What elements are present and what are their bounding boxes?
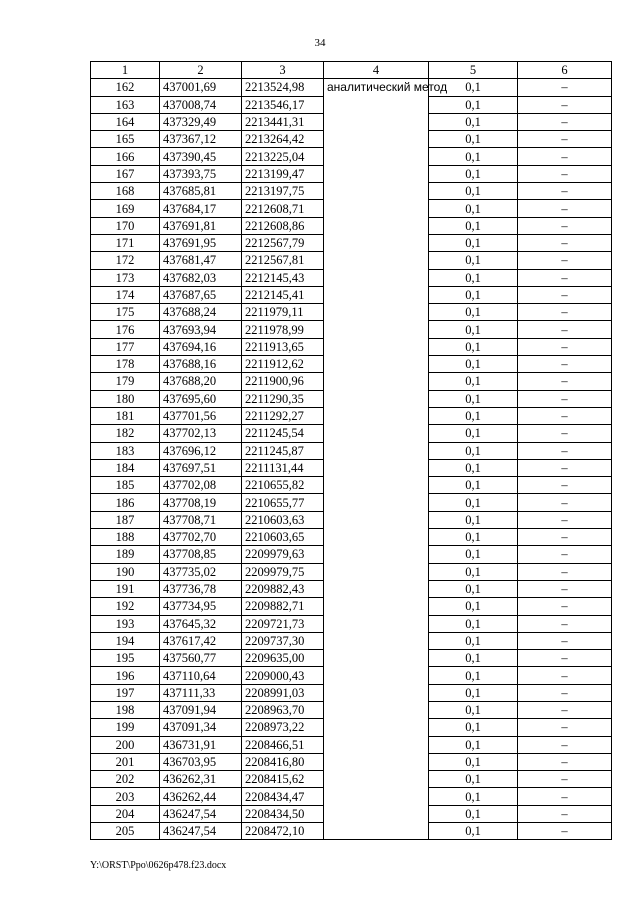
point-number-cell: 170 [91,217,160,234]
y-coordinate-cell: 2209979,75 [242,563,324,580]
y-coordinate-cell: 2208434,47 [242,788,324,805]
x-coordinate-cell: 437734,95 [160,598,242,615]
note-cell: – [518,200,612,217]
y-coordinate-cell: 2213524,98 [242,79,324,96]
accuracy-cell: 0,1 [429,667,518,684]
note-cell: – [518,148,612,165]
y-coordinate-cell: 2213199,47 [242,165,324,182]
accuracy-cell: 0,1 [429,425,518,442]
point-number-cell: 205 [91,823,160,840]
accuracy-cell: 0,1 [429,286,518,303]
note-cell: – [518,667,612,684]
point-number-cell: 191 [91,580,160,597]
note-cell: – [518,823,612,840]
note-cell: – [518,650,612,667]
x-coordinate-cell: 437702,13 [160,425,242,442]
accuracy-cell: 0,1 [429,580,518,597]
note-cell: – [518,459,612,476]
y-coordinate-cell: 2210655,82 [242,477,324,494]
point-number-cell: 195 [91,650,160,667]
point-number-cell: 175 [91,304,160,321]
point-number-cell: 180 [91,390,160,407]
point-number-cell: 168 [91,183,160,200]
accuracy-cell: 0,1 [429,79,518,96]
x-coordinate-cell: 436247,54 [160,823,242,840]
column-header: 2 [160,62,242,79]
accuracy-cell: 0,1 [429,719,518,736]
y-coordinate-cell: 2212145,41 [242,286,324,303]
point-number-cell: 178 [91,356,160,373]
y-coordinate-cell: 2212608,86 [242,217,324,234]
coordinates-table [90,61,612,840]
accuracy-cell: 0,1 [429,407,518,424]
x-coordinate-cell: 437695,60 [160,390,242,407]
point-number-cell: 167 [91,165,160,182]
y-coordinate-cell: 2211290,35 [242,390,324,407]
point-number-cell: 185 [91,477,160,494]
y-coordinate-cell: 2212608,71 [242,200,324,217]
x-coordinate-cell: 437684,17 [160,200,242,217]
accuracy-cell: 0,1 [429,459,518,476]
y-coordinate-cell: 2211978,99 [242,321,324,338]
note-cell: – [518,79,612,96]
accuracy-cell: 0,1 [429,234,518,251]
column-header: 4 [324,62,429,79]
y-coordinate-cell: 2208466,51 [242,736,324,753]
point-number-cell: 176 [91,321,160,338]
x-coordinate-cell: 437702,08 [160,477,242,494]
point-number-cell: 172 [91,252,160,269]
accuracy-cell: 0,1 [429,736,518,753]
x-coordinate-cell: 437681,47 [160,252,242,269]
accuracy-cell: 0,1 [429,823,518,840]
point-number-cell: 171 [91,234,160,251]
accuracy-cell: 0,1 [429,684,518,701]
point-number-cell: 179 [91,373,160,390]
note-cell: – [518,701,612,718]
x-coordinate-cell: 436703,95 [160,753,242,770]
note-cell: – [518,771,612,788]
note-cell: – [518,736,612,753]
column-header: 5 [429,62,518,79]
y-coordinate-cell: 2209979,63 [242,546,324,563]
y-coordinate-cell: 2211912,62 [242,356,324,373]
note-cell: – [518,338,612,355]
table-header-row [91,62,612,79]
note-cell: – [518,217,612,234]
note-cell: – [518,546,612,563]
accuracy-cell: 0,1 [429,252,518,269]
x-coordinate-cell: 436731,91 [160,736,242,753]
x-coordinate-cell: 437688,20 [160,373,242,390]
column-header: 6 [518,62,612,79]
table-row [91,79,612,96]
y-coordinate-cell: 2211979,11 [242,304,324,321]
note-cell: – [518,425,612,442]
accuracy-cell: 0,1 [429,753,518,770]
point-number-cell: 202 [91,771,160,788]
y-coordinate-cell: 2208963,70 [242,701,324,718]
accuracy-cell: 0,1 [429,269,518,286]
point-number-cell: 188 [91,529,160,546]
x-coordinate-cell: 437393,75 [160,165,242,182]
x-coordinate-cell: 437697,51 [160,459,242,476]
note-cell: – [518,321,612,338]
y-coordinate-cell: 2209882,71 [242,598,324,615]
accuracy-cell: 0,1 [429,598,518,615]
x-coordinate-cell: 437390,45 [160,148,242,165]
x-coordinate-cell: 437688,16 [160,356,242,373]
note-cell: – [518,165,612,182]
point-number-cell: 186 [91,494,160,511]
point-number-cell: 201 [91,753,160,770]
point-number-cell: 199 [91,719,160,736]
point-number-cell: 197 [91,684,160,701]
note-cell: – [518,805,612,822]
x-coordinate-cell: 436262,31 [160,771,242,788]
table-body [91,79,612,840]
point-number-cell: 166 [91,148,160,165]
x-coordinate-cell: 437001,69 [160,79,242,96]
column-header: 3 [242,62,324,79]
accuracy-cell: 0,1 [429,148,518,165]
point-number-cell: 163 [91,96,160,113]
x-coordinate-cell: 436247,54 [160,805,242,822]
y-coordinate-cell: 2211292,27 [242,407,324,424]
accuracy-cell: 0,1 [429,632,518,649]
x-coordinate-cell: 437685,81 [160,183,242,200]
accuracy-cell: 0,1 [429,165,518,182]
note-cell: – [518,598,612,615]
point-number-cell: 189 [91,546,160,563]
y-coordinate-cell: 2212567,81 [242,252,324,269]
accuracy-cell: 0,1 [429,494,518,511]
point-number-cell: 196 [91,667,160,684]
accuracy-cell: 0,1 [429,442,518,459]
point-number-cell: 174 [91,286,160,303]
x-coordinate-cell: 437617,42 [160,632,242,649]
point-number-cell: 177 [91,338,160,355]
point-number-cell: 193 [91,615,160,632]
x-coordinate-cell: 437008,74 [160,96,242,113]
y-coordinate-cell: 2213197,75 [242,183,324,200]
point-number-cell: 203 [91,788,160,805]
point-number-cell: 183 [91,442,160,459]
point-number-cell: 190 [91,563,160,580]
accuracy-cell: 0,1 [429,96,518,113]
note-cell: – [518,113,612,130]
x-coordinate-cell: 437367,12 [160,131,242,148]
x-coordinate-cell: 437693,94 [160,321,242,338]
note-cell: – [518,356,612,373]
accuracy-cell: 0,1 [429,217,518,234]
note-cell: – [518,494,612,511]
point-number-cell: 187 [91,511,160,528]
x-coordinate-cell: 437701,56 [160,407,242,424]
note-cell: – [518,753,612,770]
accuracy-cell: 0,1 [429,546,518,563]
accuracy-cell: 0,1 [429,356,518,373]
point-number-cell: 165 [91,131,160,148]
column-header: 1 [91,62,160,79]
accuracy-cell: 0,1 [429,200,518,217]
y-coordinate-cell: 2208472,10 [242,823,324,840]
accuracy-cell: 0,1 [429,373,518,390]
y-coordinate-cell: 2213264,42 [242,131,324,148]
point-number-cell: 173 [91,269,160,286]
note-cell: – [518,788,612,805]
accuracy-cell: 0,1 [429,615,518,632]
x-coordinate-cell: 437110,64 [160,667,242,684]
y-coordinate-cell: 2213225,04 [242,148,324,165]
note-cell: – [518,269,612,286]
note-cell: – [518,304,612,321]
y-coordinate-cell: 2213546,17 [242,96,324,113]
accuracy-cell: 0,1 [429,113,518,130]
y-coordinate-cell: 2210655,77 [242,494,324,511]
point-number-cell: 184 [91,459,160,476]
point-number-cell: 164 [91,113,160,130]
x-coordinate-cell: 437702,70 [160,529,242,546]
note-cell: – [518,563,612,580]
y-coordinate-cell: 2211245,87 [242,442,324,459]
x-coordinate-cell: 437091,34 [160,719,242,736]
note-cell: – [518,131,612,148]
note-cell: – [518,373,612,390]
x-coordinate-cell: 437691,81 [160,217,242,234]
note-cell: – [518,96,612,113]
note-cell: – [518,684,612,701]
accuracy-cell: 0,1 [429,131,518,148]
accuracy-cell: 0,1 [429,805,518,822]
y-coordinate-cell: 2208991,03 [242,684,324,701]
point-number-cell: 182 [91,425,160,442]
point-number-cell: 162 [91,79,160,96]
point-number-cell: 200 [91,736,160,753]
accuracy-cell: 0,1 [429,304,518,321]
accuracy-cell: 0,1 [429,788,518,805]
y-coordinate-cell: 2210603,63 [242,511,324,528]
point-number-cell: 194 [91,632,160,649]
accuracy-cell: 0,1 [429,477,518,494]
note-cell: – [518,719,612,736]
x-coordinate-cell: 436262,44 [160,788,242,805]
accuracy-cell: 0,1 [429,511,518,528]
y-coordinate-cell: 2212145,43 [242,269,324,286]
accuracy-cell: 0,1 [429,771,518,788]
y-coordinate-cell: 2211900,96 [242,373,324,390]
point-number-cell: 198 [91,701,160,718]
y-coordinate-cell: 2209635,00 [242,650,324,667]
y-coordinate-cell: 2210603,65 [242,529,324,546]
note-cell: – [518,183,612,200]
note-cell: – [518,632,612,649]
x-coordinate-cell: 437645,32 [160,615,242,632]
x-coordinate-cell: 437708,85 [160,546,242,563]
x-coordinate-cell: 437694,16 [160,338,242,355]
file-path-footer: Y:\ORST\Ppo\0626p478.f23.docx [90,860,227,871]
y-coordinate-cell: 2211245,54 [242,425,324,442]
point-number-cell: 204 [91,805,160,822]
x-coordinate-cell: 437708,19 [160,494,242,511]
point-number-cell: 181 [91,407,160,424]
accuracy-cell: 0,1 [429,650,518,667]
accuracy-cell: 0,1 [429,563,518,580]
x-coordinate-cell: 437560,77 [160,650,242,667]
accuracy-cell: 0,1 [429,321,518,338]
note-cell: – [518,286,612,303]
page-number: 34 [314,37,326,49]
x-coordinate-cell: 437091,94 [160,701,242,718]
y-coordinate-cell: 2208416,80 [242,753,324,770]
note-cell: – [518,529,612,546]
accuracy-cell: 0,1 [429,390,518,407]
note-cell: – [518,252,612,269]
point-number-cell: 169 [91,200,160,217]
note-cell: – [518,390,612,407]
accuracy-cell: 0,1 [429,183,518,200]
accuracy-cell: 0,1 [429,338,518,355]
accuracy-cell: 0,1 [429,529,518,546]
point-number-cell: 192 [91,598,160,615]
method-cell: аналитический метод [324,79,429,840]
note-cell: – [518,234,612,251]
y-coordinate-cell: 2211913,65 [242,338,324,355]
note-cell: – [518,511,612,528]
x-coordinate-cell: 437691,95 [160,234,242,251]
y-coordinate-cell: 2212567,79 [242,234,324,251]
note-cell: – [518,615,612,632]
y-coordinate-cell: 2211131,44 [242,459,324,476]
x-coordinate-cell: 437736,78 [160,580,242,597]
y-coordinate-cell: 2213441,31 [242,113,324,130]
x-coordinate-cell: 437696,12 [160,442,242,459]
note-cell: – [518,442,612,459]
x-coordinate-cell: 437682,03 [160,269,242,286]
x-coordinate-cell: 437687,65 [160,286,242,303]
x-coordinate-cell: 437688,24 [160,304,242,321]
y-coordinate-cell: 2208434,50 [242,805,324,822]
y-coordinate-cell: 2209721,73 [242,615,324,632]
x-coordinate-cell: 437329,49 [160,113,242,130]
note-cell: – [518,407,612,424]
y-coordinate-cell: 2209737,30 [242,632,324,649]
x-coordinate-cell: 437735,02 [160,563,242,580]
y-coordinate-cell: 2208973,22 [242,719,324,736]
accuracy-cell: 0,1 [429,701,518,718]
y-coordinate-cell: 2209000,43 [242,667,324,684]
x-coordinate-cell: 437708,71 [160,511,242,528]
x-coordinate-cell: 437111,33 [160,684,242,701]
note-cell: – [518,580,612,597]
y-coordinate-cell: 2208415,62 [242,771,324,788]
y-coordinate-cell: 2209882,43 [242,580,324,597]
note-cell: – [518,477,612,494]
